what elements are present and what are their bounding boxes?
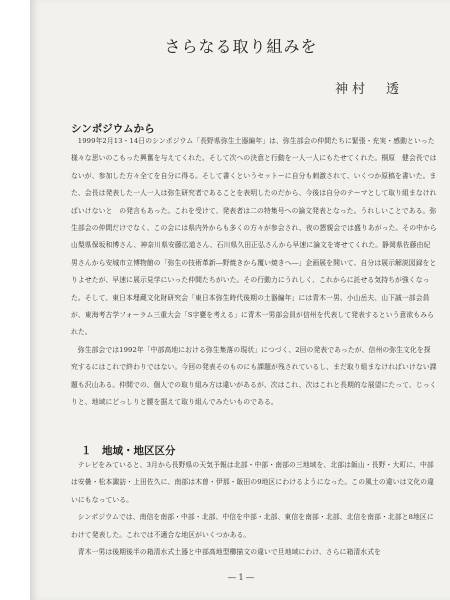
document-page bbox=[30, 0, 450, 600]
body-paragraph: テレビをみていると、3月から長野県の天気予報は北部・中部・南部の三地域を、北部は飯山・長野・大町に、中部は安曇・松本諏訪・上田佐久に、南部は木曽・伊那・飯田の9地区にわけるようになった。この風土の違いは文化の違いにもなっている。 bbox=[71, 461, 435, 504]
body-paragraph: 弥生部会では1992年「中部高地における弥生集落の現状」につづく、2回の発表であったが、信州の弥生文化を探究するにはこれで終わりではない。今回の発表そのものにも課題が残されているし、まだ取り組まなければいけない課題も沢山ある。仲間での、個人での取り組み方は違いがあるが、次はこれ、次はこれと長期的な展望にたって、じっくりと、地域にどっしりと腰を据えて取り組んでみたいものである。 bbox=[71, 345, 437, 407]
body-paragraph: 青木一男は後期後半の箱清水式土器と中部高地型櫛描文の違いで旦地域にわけ、さらに箱清水式を bbox=[77, 548, 381, 557]
section-heading-region: １ 地域・地区区分 bbox=[81, 445, 176, 457]
section-heading-symposium: シンポジウムから bbox=[71, 123, 155, 135]
author-name: 神村 透 bbox=[334, 82, 403, 97]
body-paragraph: 1999年2月13・14日のシンポジウム「長野県弥生土器編年」は、弥生部会の仲間たちに緊張・充実・感動といった様々な思いのこもった興奮を与えてくれた。そして次への決意と行動を一人一人にもたせてくれた。桐原 健会長ではないが、参加した方々全てを自分に得る。そして書くというセットーに自分も刺激されて、いくつか原稿を書いた。また、会長は発表した一人一人は弥生研究者であることを表明したのだから、今後は自分のテーマとして取り組まなければいけないと の発言もあった。これを受けて、発表者は二の特集号への論文発表となった。うれしいことである。弥生部会の仲間だけでなく、この会には県内外からも多くの方々が参会され、夜の懇親会では盛りあがった。その中から山梨県保坂和博さん、神奈川県安藤広道さん、石川県久田正弘さんから早速に論文を寄せてくれた。静岡県佐藤由紀男さんから安城市立博物館の「弥生の技術革新―野焼きから覆い焼きへ―」企画展を開いて、自分は展示解説図録をとりよせたが、早速に展示見学にいった仲間たちがいた。その行動力にうれしく、これからに託せる気持ちが強くなった。そして、東日本埋蔵文化財研究会「東日本弥生時代後期の土器編年」には青木一男、小山岳夫、山下誠一部会員が、東海考古学フォーラム三重大会「S字甕を考える」に青木一男部会員が信州を代表して発表するという意欲もみられた。 bbox=[71, 137, 437, 337]
document-title: さらなる取り組みを bbox=[164, 37, 318, 56]
section-body-region bbox=[71, 457, 437, 561]
body-paragraph: シンポジウムでは、南信を南部・中部・北部、中信を中部・北部、東信を南部・北部、北信を南部・北部と8地区にわけて発表した。これでは不適合な地区がいくつかある。 bbox=[71, 513, 434, 539]
section-body-symposium bbox=[71, 133, 437, 412]
page-number: ― 1 ― bbox=[227, 573, 255, 582]
